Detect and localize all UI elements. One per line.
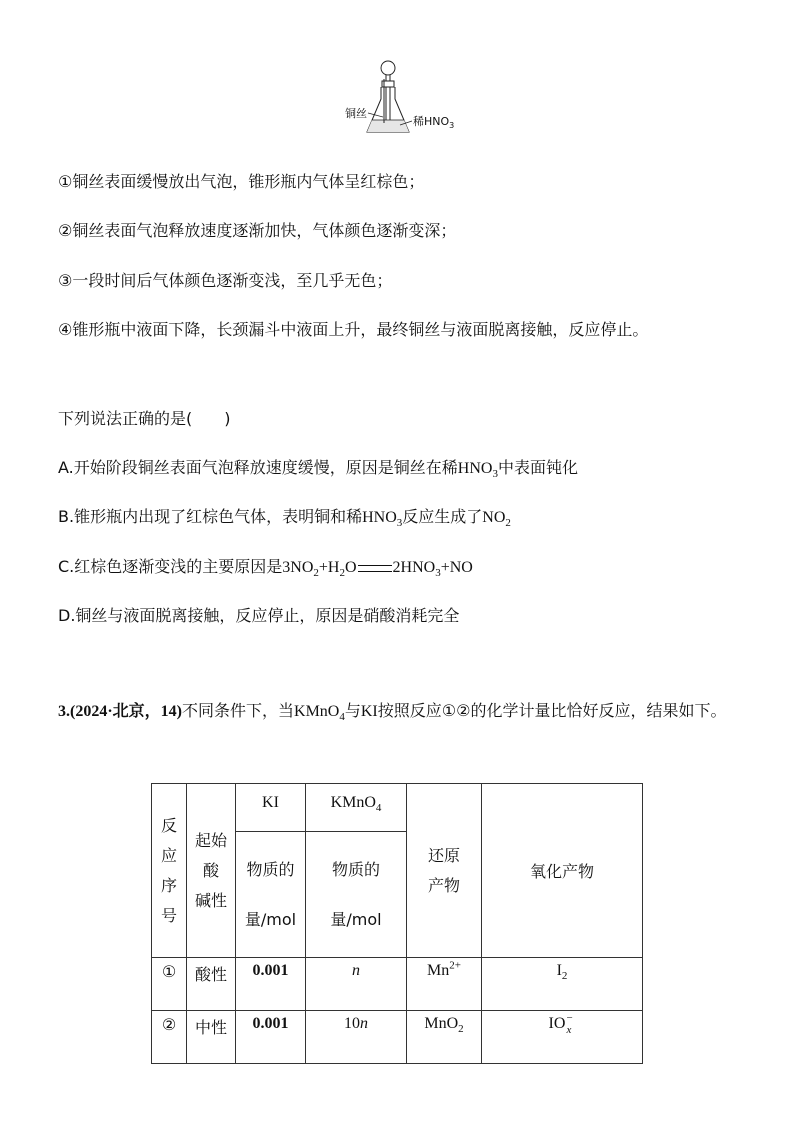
question-3: 3.(2024·北京，14)不同条件下，当KMnO$_4$与KI按照反应①②的化学计量比恰好反应，结果如下。 bbox=[58, 701, 727, 724]
row1-seq: ① bbox=[152, 958, 187, 1011]
dilute-hno3-label: 稀$HNO_3$ bbox=[413, 115, 455, 131]
header-kmno4-amount: 物质的 量/mol bbox=[306, 832, 407, 958]
question-stem: 下列说法正确的是( ) bbox=[58, 409, 231, 428]
row1-ki: 0.001 bbox=[236, 958, 306, 1011]
option-a: A.开始阶段铜丝表面气泡释放速度缓慢，原因是铜丝在稀$HNO_3$中表面钝化 bbox=[58, 458, 578, 481]
header-ki-amount: 物质的 量/mol bbox=[236, 832, 306, 958]
equals-sign bbox=[358, 565, 392, 572]
row2-reduction: MnO$_2$ bbox=[407, 1011, 482, 1064]
row2-seq: ② bbox=[152, 1011, 187, 1064]
option-b: B.锥形瓶内出现了红棕色气体，表明铜和稀$HNO_3$反应生成了$NO_2$ bbox=[58, 507, 511, 530]
row1-kmno4: n bbox=[306, 958, 407, 1011]
apparatus-figure bbox=[340, 55, 460, 140]
header-oxidation-product: 氧化产物 bbox=[482, 784, 643, 958]
header-start-acidity: 起始 酸 碱性 bbox=[187, 784, 236, 958]
header-reduction-product: 还原 产物 bbox=[407, 784, 482, 958]
row2-ki: 0.001 bbox=[236, 1011, 306, 1064]
row1-oxidation: $I_2$ bbox=[482, 958, 643, 1011]
observation-2: ②铜丝表面气泡释放速度逐渐加快，气体颜色逐渐变深； bbox=[58, 221, 457, 240]
observation-1: ①铜丝表面缓慢放出气泡，锥形瓶内气体呈红棕色； bbox=[58, 172, 425, 191]
observation-4: ④锥形瓶中液面下降，长颈漏斗中液面上升，最终铜丝与液面脱离接触，反应停止。 bbox=[58, 320, 649, 339]
option-c: C.红棕色逐渐变浅的主要原因是$3NO_2+H_2O$ $2HNO_3+NO$ bbox=[58, 557, 473, 580]
header-ki: KI bbox=[236, 784, 306, 832]
observation-3: ③一段时间后气体颜色逐渐变浅，至几乎无色； bbox=[58, 271, 393, 290]
table-row bbox=[152, 1011, 643, 1064]
header-sequence: 反 应 序 号 bbox=[152, 784, 187, 958]
copper-wire-label: 铜丝 bbox=[345, 107, 367, 120]
header-kmno4: KMnO$_4$ bbox=[306, 784, 407, 832]
row1-reduction: $Mn^{2+}$ bbox=[407, 958, 482, 1011]
row2-kmno4: 10n bbox=[306, 1011, 407, 1064]
table-row bbox=[152, 958, 643, 1011]
reaction-table bbox=[151, 783, 643, 1064]
row2-oxidation: IO − x bbox=[482, 1011, 643, 1064]
row1-condition: 酸性 bbox=[187, 958, 236, 1011]
row2-condition: 中性 bbox=[187, 1011, 236, 1064]
option-d: D.铜丝与液面脱离接触，反应停止，原因是硝酸消耗完全 bbox=[58, 606, 460, 625]
